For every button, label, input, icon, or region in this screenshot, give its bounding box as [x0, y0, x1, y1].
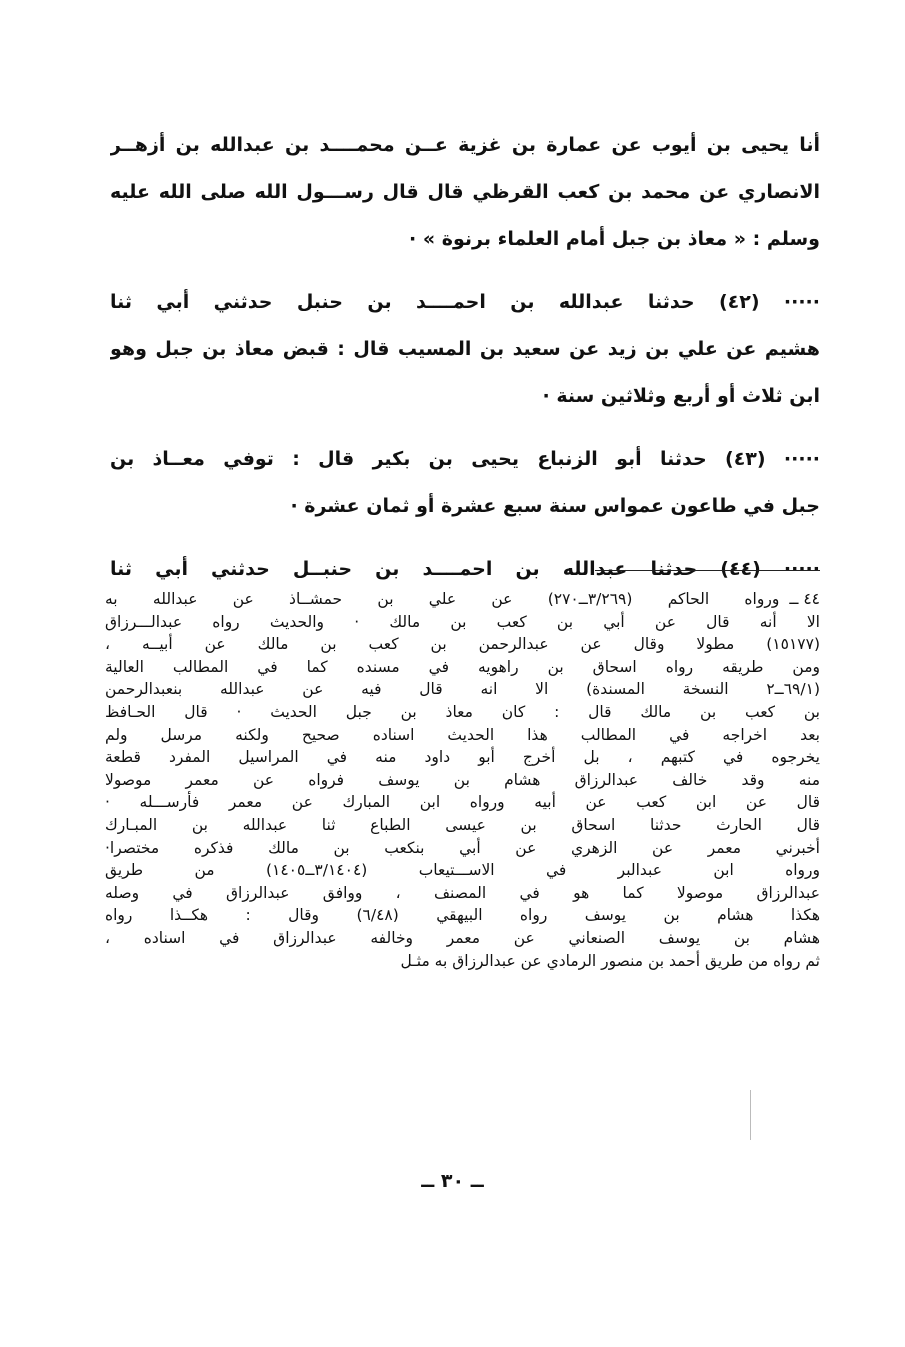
footnote-line: الا أنه قال عن أبي بن كعب بن مالك · والحديث رواه عبدالـــرزاق: [105, 612, 820, 631]
footnote-line: قال عن ابن كعب عن أبيه ورواه ابن المبارك عن معمر فأرســـله ·: [105, 793, 820, 812]
main-text: [110, 122, 820, 609]
footnote-marker: ٤٤ ــ: [789, 590, 820, 608]
footnote-line: [105, 588, 820, 611]
footnote-line: (٦٩/١ــ٢ النسخة المسندة) الا انه قال فيه عن عبدالله بنعبدالرحمن: [105, 680, 820, 699]
footnote-divider: [595, 570, 820, 571]
footnote: [105, 588, 820, 972]
text-line: وسلم : « معاذ بن جبل أمام العلماء برنوة » ·: [409, 228, 820, 250]
text-line: ابن ثلاث أو أربع وثلاثين سنة ·: [542, 385, 820, 407]
footnote-line: بعد اخراجه في المطالب هذا الحديث اسناده صحيح ولكنه مرسل ولم: [105, 725, 820, 744]
footnote-line: قال الحارث حدثنا اسحاق بن عيسى الطباع ثنا عبدالله بن المبـارك: [105, 815, 820, 834]
footnote-line: هشام بن يوسف الصنعاني عن معمر وخالفه عبدالرزاق في اسناده ،: [105, 928, 820, 947]
text-line: هشيم عن علي بن زيد عن سعيد بن المسيب قال : قبض معاذ بن جبل وهو: [110, 338, 820, 360]
footnote-line: (١٥١٧٧) مطولا وقال عن عبدالرحمن بن كعب بن مالك عن أبيــه ،: [105, 635, 820, 654]
footnote-line: ورواه ابن عبدالبر في الاســـتيعاب (٣/١٤٠٤ــ١٤٠٥) من طريق: [105, 861, 820, 880]
footnote-line: ثم رواه من طريق أحمد بن منصور الرمادي عن عبدالرزاق به مثـل: [400, 951, 820, 970]
paragraph: [110, 122, 820, 263]
footnote-line: منه وقد خالف عبدالرزاق هشام بن يوسف فرواه عن معمر موصولا: [105, 770, 820, 789]
text-line: ····· (٤٢) حدثنا عبدالله بن احمــــد بن حنبل حدثني أبي ثنا: [110, 291, 820, 313]
footnote-line: أخبرني معمر عن الزهري عن أبي بنكعب بن مالك فذكره مختصرا·: [105, 838, 820, 857]
footnote-line: عبدالرزاق موصولا كما هو في المصنف ، ووافق عبدالرزاق في وصله: [105, 883, 820, 902]
text-line: ····· (٤٤) حدثنا عبدالله بن احمــــد بن حنبــل حدثني أبي ثنا: [110, 558, 820, 580]
paragraph: [110, 279, 820, 420]
paragraph: [110, 436, 820, 530]
footnote-line: ومن طريقه رواه اسحاق بن راهويه في مسنده كما في المطالب العالية: [105, 657, 820, 676]
text-line: الانصاري عن محمد بن كعب القرظي قال قال رســـول الله صلى الله عليه: [110, 181, 820, 203]
footnote-line: يخرجوه في كتبهم ، بل أخرج أبو داود منه في المراسيل المفرد قطعة: [105, 748, 820, 767]
footnote-line-text: ورواه الحاكم (٣/٢٦٩ــ٢٧٠) عن علي بن حمشــاذ عن عبدالله به: [105, 590, 780, 608]
text-line: أنا يحيى بن أيوب عن عمارة بن غزية عــن محمــــد بن عبدالله بن أزهــر: [110, 134, 820, 156]
page-number: ــ ٣٠ ــ: [421, 1170, 484, 1192]
text-line: جبل في طاعون عمواس سنة سبع عشرة أو ثمان عشرة ·: [290, 495, 820, 517]
footnote-line: بن كعب بن مالك قال : كان معاذ بن جبل الحديث · قال الحـافظ: [105, 702, 820, 721]
footnote-line: هكذا هشام بن يوسف رواه البيهقي (٦/٤٨) وقال : هكــذا رواه: [105, 906, 820, 925]
text-line: ····· (٤٣) حدثنا أبو الزنباع يحيى بن بكير قال : توفي معــاذ بن: [110, 448, 820, 470]
margin-mark: [750, 1090, 751, 1140]
